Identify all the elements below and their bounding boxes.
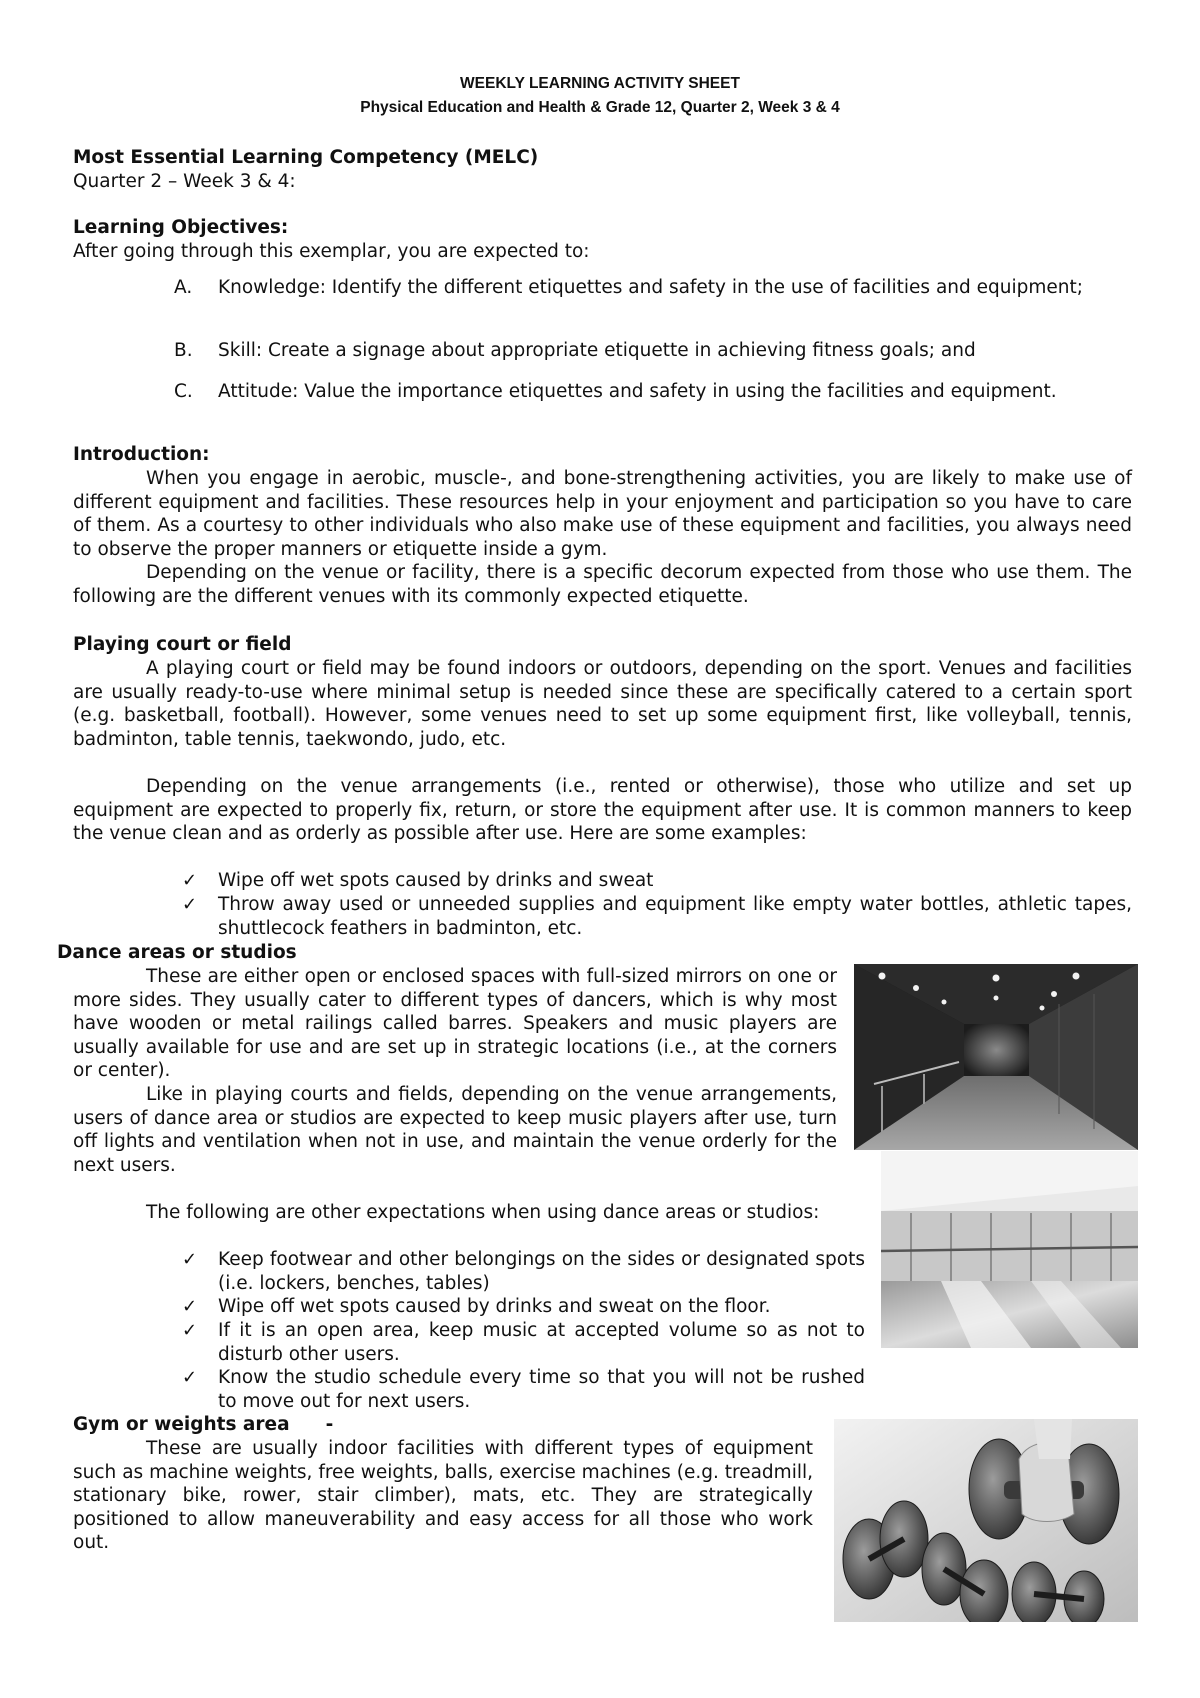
objective-letter: C. — [174, 381, 193, 402]
objective-text: Knowledge: Identify the different etiquettes and safety in the use of facilities and equipment; — [218, 277, 1083, 298]
gym-heading-label: Gym or weights area — [73, 1414, 290, 1435]
introduction-heading: Introduction: — [73, 444, 210, 465]
checklist-text: Keep footwear and other belongings on the sides or designated spots (i.e. lockers, benches, tables) — [218, 1249, 865, 1294]
gym-paragraph: These are usually indoor facilities with different types of equipment such as machine weights, free weights, balls, exercise machines (e.g. treadmill, stationary bike, rower, stair climber), mats, etc. They are strategically positioned to allow maneuverability and easy access for all those who work out. — [73, 1438, 813, 1553]
melc-quarter: Quarter 2 – Week 3 & 4: — [73, 171, 296, 192]
dumbbells-photo — [834, 1419, 1138, 1622]
checklist-text: If it is an open area, keep music at accepted volume so as not to disturb other users. — [218, 1320, 865, 1365]
checklist-item — [182, 1366, 865, 1413]
dance-areas-heading: Dance areas or studios — [57, 942, 297, 963]
melc-heading: Most Essential Learning Competency (MELC) — [73, 147, 539, 168]
dance-studio-photo-1 — [854, 964, 1138, 1150]
objectives-intro: After going through this exemplar, you are expected to: — [73, 241, 590, 262]
checklist-text: Wipe off wet spots caused by drinks and sweat on the floor. — [218, 1296, 771, 1317]
checklist-item — [182, 1319, 865, 1366]
dance-paragraph-2: Like in playing courts and fields, depending on the venue arrangements, users of dance area or studios are expected to keep music players after use, turn off lights and ventilation when not in use, and maintain the venue orderly for the next users. — [73, 1084, 837, 1176]
playing-court-paragraph-1: A playing court or field may be found indoors or outdoors, depending on the sport. Venues and facilities are usually ready-to-use where minimal setup is needed since these are specifically catered to a certain sport (e.g. basketball, football). However, some venues need to set up some equipment first, like volleyball, tennis, badminton, table tennis, taekwondo, judo, etc. — [73, 658, 1132, 750]
check-icon: ✓ — [182, 1296, 198, 1317]
dance-paragraph-3: The following are other expectations when using dance areas or studios: — [146, 1202, 820, 1223]
checklist-text: Know the studio schedule every time so that you will not be rushed to move out for next users. — [218, 1367, 865, 1412]
objectives-heading: Learning Objectives: — [73, 217, 289, 238]
playing-court-paragraph-2: Depending on the venue arrangements (i.e., rented or otherwise), those who utilize and set up equipment are expected to properly fix, return, or store the equipment after use. It is common manners to keep the venue clean and as orderly as possible after use. Here are some examples: — [73, 776, 1132, 844]
gym-heading — [73, 1413, 333, 1437]
checklist-item — [182, 1248, 865, 1295]
objective-text: Attitude: Value the importance etiquettes and safety in using the facilities and equipment. — [218, 381, 1057, 402]
dance-paragraph-1: These are either open or enclosed spaces with full-sized mirrors on one or more sides. They usually cater to different types of dancers, which is why most have wooden or metal railings called barres. Speakers and music players are usually available for use and are set up in strategic locations (i.e., at the corners or center). — [73, 966, 837, 1081]
check-icon: ✓ — [182, 1249, 198, 1270]
check-icon: ✓ — [182, 870, 198, 891]
introduction-paragraph-2: Depending on the venue or facility, there is a specific decorum expected from those who use them. The following are the different venues with its commonly expected etiquette. — [73, 562, 1132, 607]
checklist-item — [182, 869, 1132, 893]
sheet-subtitle: Physical Education and Health & Grade 12, Quarter 2, Week 3 & 4 — [360, 99, 840, 116]
objective-text: Skill: Create a signage about appropriate etiquette in achieving fitness goals; and — [218, 340, 976, 361]
objective-letter: A. — [174, 277, 193, 298]
checklist-text: Wipe off wet spots caused by drinks and sweat — [218, 870, 654, 891]
checklist-item — [182, 1295, 865, 1319]
dance-studio-photo-2 — [881, 1151, 1138, 1348]
sheet-title: WEEKLY LEARNING ACTIVITY SHEET — [460, 75, 740, 92]
objective-item — [174, 380, 1132, 404]
playing-court-heading: Playing court or field — [73, 634, 292, 655]
gym-heading-dash: - — [325, 1414, 334, 1435]
check-icon: ✓ — [182, 1367, 198, 1388]
check-icon: ✓ — [182, 894, 198, 915]
introduction-paragraph-1: When you engage in aerobic, muscle-, and bone-strengthening activities, you are likely to make use of different equipment and facilities. These resources help in your enjoyment and participation so you have to care of them. As a courtesy to other individuals who also make use of these equipment and facilities, you always need to observe the proper manners or etiquette inside a gym. — [73, 468, 1132, 560]
checklist-item — [182, 893, 1132, 940]
check-icon: ✓ — [182, 1320, 198, 1341]
objective-item — [174, 276, 1132, 300]
objective-item — [174, 339, 1132, 363]
objective-letter: B. — [174, 340, 193, 361]
checklist-text: Throw away used or unneeded supplies and equipment like empty water bottles, athletic tapes, shuttlecock feathers in badminton, etc. — [218, 894, 1132, 939]
